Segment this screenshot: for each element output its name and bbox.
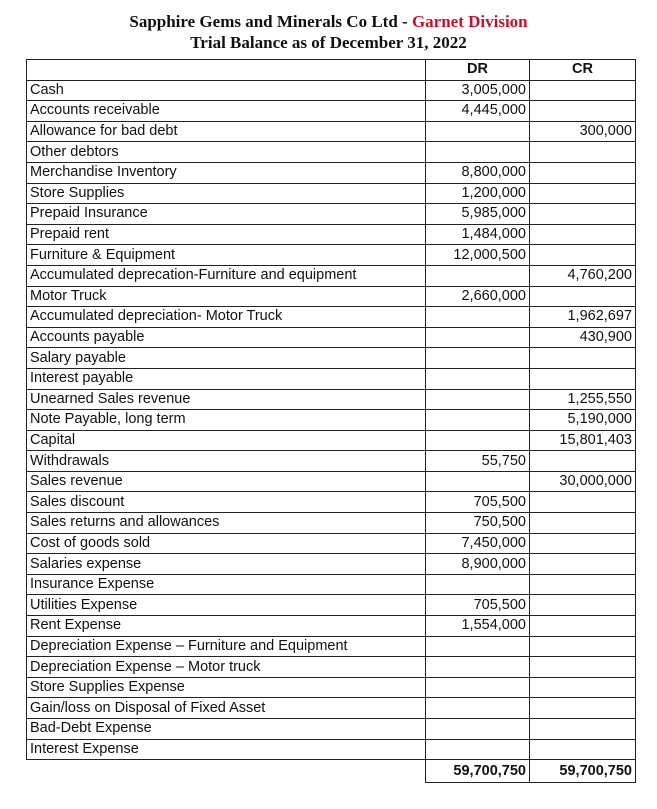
dr-cell: 750,500 bbox=[426, 513, 530, 534]
cr-cell bbox=[530, 657, 636, 678]
dr-cell: 55,750 bbox=[426, 451, 530, 472]
table-row bbox=[27, 492, 636, 513]
table-row bbox=[27, 204, 636, 225]
account-cell: Gain/loss on Disposal of Fixed Asset bbox=[27, 698, 426, 719]
table-row bbox=[27, 307, 636, 328]
account-cell: Sales discount bbox=[27, 492, 426, 513]
dr-cell bbox=[426, 142, 530, 163]
cr-cell bbox=[530, 368, 636, 389]
cr-cell bbox=[530, 492, 636, 513]
cr-cell bbox=[530, 533, 636, 554]
table-row bbox=[27, 636, 636, 657]
account-cell: Prepaid rent bbox=[27, 224, 426, 245]
account-cell: Allowance for bad debt bbox=[27, 121, 426, 142]
account-cell: Salaries expense bbox=[27, 554, 426, 575]
cr-cell bbox=[530, 183, 636, 204]
table-body bbox=[27, 80, 636, 760]
table-row bbox=[27, 368, 636, 389]
dr-cell bbox=[426, 368, 530, 389]
account-cell: Accumulated deprecation-Furniture and equipment bbox=[27, 265, 426, 286]
table-row bbox=[27, 142, 636, 163]
total-cr: 59,700,750 bbox=[530, 760, 636, 783]
dr-cell bbox=[426, 636, 530, 657]
cr-cell: 1,962,697 bbox=[530, 307, 636, 328]
dr-cell: 8,800,000 bbox=[426, 162, 530, 183]
account-cell: Capital bbox=[27, 430, 426, 451]
company-name: Sapphire Gems and Minerals Co Ltd - bbox=[129, 12, 412, 31]
dr-cell bbox=[426, 430, 530, 451]
dr-cell: 1,484,000 bbox=[426, 224, 530, 245]
cr-cell bbox=[530, 554, 636, 575]
table-row bbox=[27, 595, 636, 616]
table-row bbox=[27, 451, 636, 472]
account-cell: Withdrawals bbox=[27, 451, 426, 472]
account-cell: Rent Expense bbox=[27, 616, 426, 637]
trial-balance-table bbox=[26, 59, 636, 783]
dr-cell bbox=[426, 410, 530, 431]
cr-cell bbox=[530, 739, 636, 760]
account-cell: Store Supplies Expense bbox=[27, 677, 426, 698]
table-row bbox=[27, 677, 636, 698]
account-column-header bbox=[27, 60, 426, 81]
table-row bbox=[27, 698, 636, 719]
table-row bbox=[27, 657, 636, 678]
account-cell: Accounts receivable bbox=[27, 101, 426, 122]
table-row bbox=[27, 348, 636, 369]
account-cell: Sales revenue bbox=[27, 471, 426, 492]
cr-cell bbox=[530, 636, 636, 657]
account-cell: Bad-Debt Expense bbox=[27, 719, 426, 740]
cr-cell: 430,900 bbox=[530, 327, 636, 348]
table-row bbox=[27, 513, 636, 534]
dr-cell bbox=[426, 657, 530, 678]
cr-cell bbox=[530, 513, 636, 534]
cr-cell bbox=[530, 719, 636, 740]
account-cell: Interest payable bbox=[27, 368, 426, 389]
account-cell: Depreciation Expense – Motor truck bbox=[27, 657, 426, 678]
account-cell: Depreciation Expense – Furniture and Equipment bbox=[27, 636, 426, 657]
cr-cell bbox=[530, 80, 636, 101]
dr-cell: 1,200,000 bbox=[426, 183, 530, 204]
dr-cell bbox=[426, 348, 530, 369]
dr-cell bbox=[426, 307, 530, 328]
cr-cell bbox=[530, 574, 636, 595]
dr-cell bbox=[426, 121, 530, 142]
dr-cell: 705,500 bbox=[426, 595, 530, 616]
cr-column-header: CR bbox=[530, 60, 636, 81]
account-cell: Cost of goods sold bbox=[27, 533, 426, 554]
cr-cell: 15,801,403 bbox=[530, 430, 636, 451]
table-row bbox=[27, 533, 636, 554]
cr-cell bbox=[530, 142, 636, 163]
table-row bbox=[27, 616, 636, 637]
cr-cell bbox=[530, 616, 636, 637]
table-row bbox=[27, 554, 636, 575]
table-row bbox=[27, 162, 636, 183]
dr-cell: 705,500 bbox=[426, 492, 530, 513]
account-cell: Utilities Expense bbox=[27, 595, 426, 616]
table-row bbox=[27, 224, 636, 245]
table-row bbox=[27, 183, 636, 204]
account-cell: Accounts payable bbox=[27, 327, 426, 348]
dr-cell bbox=[426, 471, 530, 492]
account-cell: Motor Truck bbox=[27, 286, 426, 307]
dr-cell: 4,445,000 bbox=[426, 101, 530, 122]
account-cell: Other debtors bbox=[27, 142, 426, 163]
account-cell: Furniture & Equipment bbox=[27, 245, 426, 266]
account-cell: Note Payable, long term bbox=[27, 410, 426, 431]
table-row bbox=[27, 101, 636, 122]
cr-cell: 30,000,000 bbox=[530, 471, 636, 492]
dr-cell: 7,450,000 bbox=[426, 533, 530, 554]
cr-cell bbox=[530, 451, 636, 472]
account-cell: Sales returns and allowances bbox=[27, 513, 426, 534]
dr-cell: 8,900,000 bbox=[426, 554, 530, 575]
table-row bbox=[27, 265, 636, 286]
report-title bbox=[0, 12, 657, 32]
cr-cell bbox=[530, 677, 636, 698]
dr-cell bbox=[426, 739, 530, 760]
division-name: Garnet Division bbox=[411, 12, 528, 31]
report-subtitle: Trial Balance as of December 31, 2022 bbox=[190, 33, 467, 52]
totals-label-cell bbox=[27, 760, 426, 783]
cr-cell bbox=[530, 595, 636, 616]
cr-cell bbox=[530, 162, 636, 183]
total-dr: 59,700,750 bbox=[426, 760, 530, 783]
cr-cell bbox=[530, 224, 636, 245]
table-header-row bbox=[27, 60, 636, 81]
table-row bbox=[27, 430, 636, 451]
dr-cell: 1,554,000 bbox=[426, 616, 530, 637]
table-row bbox=[27, 574, 636, 595]
cr-cell: 4,760,200 bbox=[530, 265, 636, 286]
dr-cell: 3,005,000 bbox=[426, 80, 530, 101]
table-row bbox=[27, 719, 636, 740]
dr-cell bbox=[426, 698, 530, 719]
account-cell: Insurance Expense bbox=[27, 574, 426, 595]
dr-cell: 2,660,000 bbox=[426, 286, 530, 307]
cr-cell: 300,000 bbox=[530, 121, 636, 142]
account-cell: Interest Expense bbox=[27, 739, 426, 760]
account-cell: Unearned Sales revenue bbox=[27, 389, 426, 410]
dr-cell bbox=[426, 389, 530, 410]
cr-cell bbox=[530, 245, 636, 266]
cr-cell bbox=[530, 204, 636, 225]
cr-cell bbox=[530, 286, 636, 307]
table-row bbox=[27, 80, 636, 101]
cr-cell bbox=[530, 348, 636, 369]
dr-cell bbox=[426, 719, 530, 740]
dr-cell bbox=[426, 574, 530, 595]
cr-cell bbox=[530, 101, 636, 122]
dr-cell: 12,000,500 bbox=[426, 245, 530, 266]
table-row bbox=[27, 471, 636, 492]
table-row bbox=[27, 121, 636, 142]
account-cell: Merchandise Inventory bbox=[27, 162, 426, 183]
account-cell: Accumulated depreciation- Motor Truck bbox=[27, 307, 426, 328]
cr-cell: 5,190,000 bbox=[530, 410, 636, 431]
account-cell: Store Supplies bbox=[27, 183, 426, 204]
table-row bbox=[27, 739, 636, 760]
dr-cell bbox=[426, 265, 530, 286]
dr-column-header: DR bbox=[426, 60, 530, 81]
dr-cell: 5,985,000 bbox=[426, 204, 530, 225]
cr-cell bbox=[530, 698, 636, 719]
cr-cell: 1,255,550 bbox=[530, 389, 636, 410]
table-row bbox=[27, 410, 636, 431]
table-row bbox=[27, 389, 636, 410]
dr-cell bbox=[426, 677, 530, 698]
table-row bbox=[27, 327, 636, 348]
account-cell: Cash bbox=[27, 80, 426, 101]
table-row bbox=[27, 245, 636, 266]
account-cell: Salary payable bbox=[27, 348, 426, 369]
totals-row bbox=[27, 760, 636, 783]
table-row bbox=[27, 286, 636, 307]
account-cell: Prepaid Insurance bbox=[27, 204, 426, 225]
dr-cell bbox=[426, 327, 530, 348]
